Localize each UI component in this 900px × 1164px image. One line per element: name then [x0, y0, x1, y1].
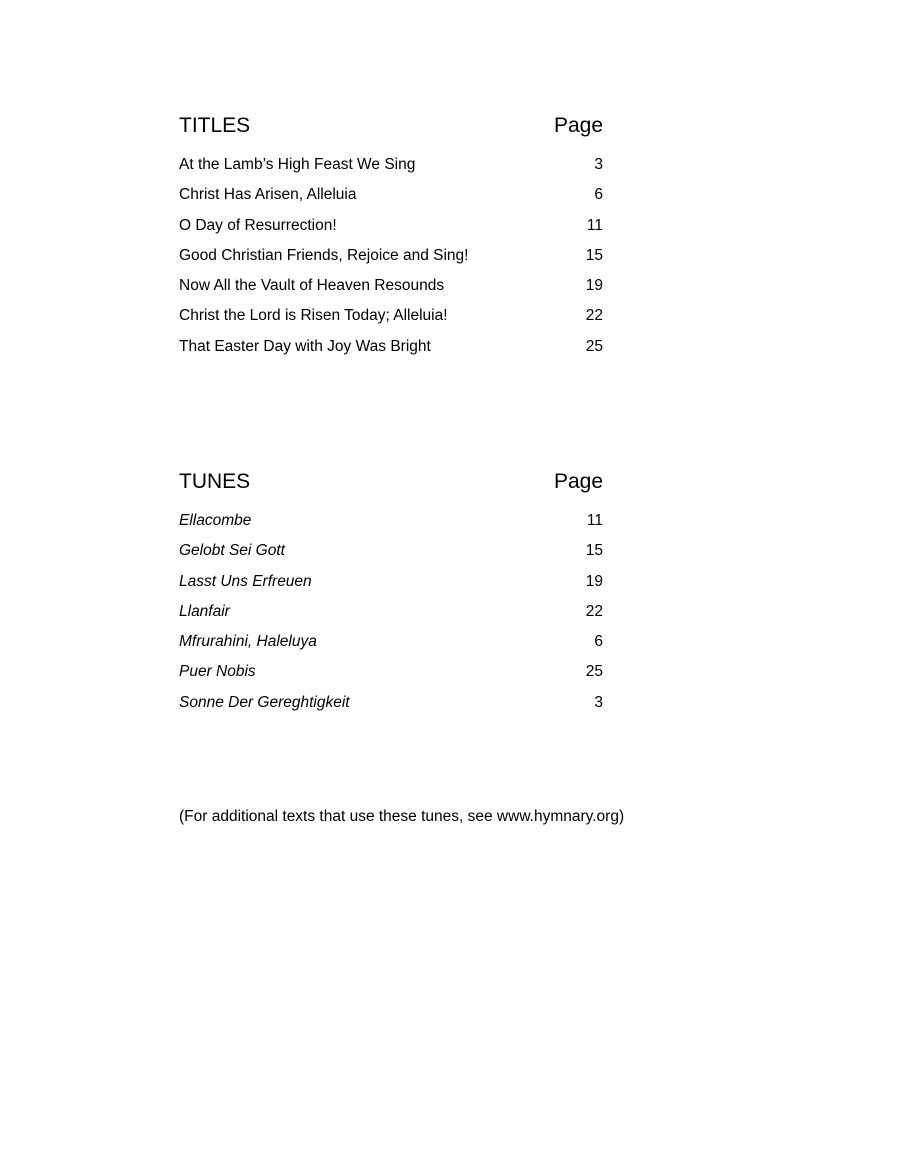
tune-entry — [179, 567, 603, 597]
titles-header — [179, 112, 603, 140]
title-name: That Easter Day with Joy Was Bright — [179, 337, 431, 355]
title-page-number: 22 — [585, 307, 603, 325]
title-entry — [179, 271, 603, 301]
titles-page-column-label: Page — [553, 114, 603, 137]
title-name: Christ Has Arisen, Alleluia — [179, 186, 357, 204]
title-entry — [179, 332, 603, 362]
tune-name: Sonne Der Gereghtigkeit — [179, 693, 350, 711]
title-page-number: 11 — [586, 216, 603, 234]
tune-page-number: 19 — [585, 572, 603, 590]
title-entry — [179, 301, 603, 331]
title-page-number: 19 — [585, 277, 603, 295]
tune-page-number: 3 — [594, 693, 603, 711]
tune-entry — [179, 627, 603, 657]
tunes-page-column-label: Page — [553, 470, 603, 493]
tune-entry — [179, 536, 603, 566]
tune-page-number: 6 — [594, 633, 603, 651]
footnote: (For additional texts that use these tunes, see www.hymnary.org) — [179, 807, 625, 825]
titles-list — [179, 150, 603, 362]
tune-name: Llanfair — [179, 602, 230, 620]
tunes-heading: TUNES — [179, 470, 251, 493]
title-page-number: 25 — [585, 337, 603, 355]
title-name: Now All the Vault of Heaven Resounds — [179, 277, 445, 295]
tune-page-number: 11 — [586, 512, 603, 529]
title-entry — [179, 180, 603, 210]
tune-page-number: 25 — [585, 663, 603, 681]
tune-name: Gelobt Sei Gott — [179, 542, 285, 560]
tune-name: Mfrurahini, Haleluya — [179, 633, 317, 651]
tunes-header — [179, 468, 603, 496]
title-entry — [179, 211, 603, 241]
tune-name: Puer Nobis — [179, 663, 256, 681]
tunes-list — [179, 506, 603, 718]
tune-entry — [179, 506, 603, 536]
titles-index — [179, 112, 603, 362]
tune-page-number: 22 — [585, 602, 603, 620]
title-page-number: 3 — [594, 156, 603, 173]
tune-name: Ellacombe — [179, 512, 252, 529]
title-name: Christ the Lord is Risen Today; Alleluia! — [179, 307, 448, 325]
tune-page-number: 15 — [585, 542, 603, 560]
title-name: O Day of Resurrection! — [179, 216, 337, 234]
tune-name: Lasst Uns Erfreuen — [179, 572, 312, 590]
title-entry — [179, 241, 603, 271]
title-page-number: 15 — [585, 246, 603, 264]
tune-entry — [179, 688, 603, 718]
title-name: At the Lamb’s High Feast We Sing — [179, 156, 416, 173]
tune-entry — [179, 597, 603, 627]
tunes-index — [179, 468, 603, 718]
titles-heading: TITLES — [179, 114, 251, 137]
title-page-number: 6 — [594, 186, 603, 204]
title-entry — [179, 150, 603, 180]
title-name: Good Christian Friends, Rejoice and Sing! — [179, 246, 469, 264]
tune-entry — [179, 657, 603, 687]
